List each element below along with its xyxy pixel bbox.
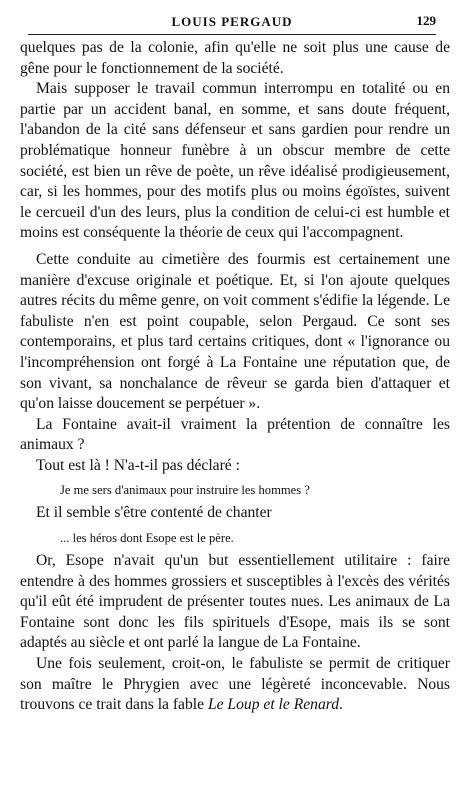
paragraph: Mais supposer le travail commun interrompu en totalité ou en partie par un accident banal, en somme, et sans doute fréquent, l'abandon de la cité sans défenseur et sans gardien pour rendre un problématique honneur funèbre à un obscur membre de cette société, est bien un rêve de poète, un rêve idéalisé prodigieusement, car, si les hommes, pour des motifs plus ou moins égoïstes, suivent le cercueil d'un des leurs, plus la condition de celui-ci est humble et moins est conséquente la théorie de ceux qui l'accompagnent. — [20, 80, 450, 242]
paragraph: quelques pas de la colonie, afin qu'elle ne soit plus une cause de gêne pour le fonctionnement de la société. — [20, 39, 450, 77]
verse-quote: Je me sers d'animaux pour instruire les hommes ? — [60, 483, 310, 498]
paragraph: La Fontaine avait-il vraiment la prétention de connaître les animaux ? — [20, 415, 450, 454]
paragraph: Et il semble s'être contenté de chanter — [36, 504, 272, 522]
page-number: 129 — [416, 13, 436, 28]
paragraph: Or, Esope n'avait qu'un but essentiellement utilitaire : faire entendre à des hommes grossiers et susceptibles à l'excès des vérités qu'il eût été imprudent de présenter toutes nues. Les animaux de La Fontaine sont donc les fils spirituels d'Esope, mais ils se sont adaptés au siècle et ont parlé la langue de La Fontaine. — [20, 552, 450, 652]
fable-title: Le Loup et le Renard — [207, 696, 340, 714]
running-title: LOUIS PERGAUD — [171, 14, 293, 29]
running-header — [28, 12, 436, 35]
paragraph: Tout est là ! N'a-t-il pas déclaré : — [36, 456, 240, 474]
paragraph — [20, 654, 450, 716]
page-body — [20, 38, 450, 716]
verse-quote: ... les héros dont Esope est le père. — [60, 531, 234, 546]
paragraph-text: Une fois seulement, croit-on, le fabuliste se permit de critiquer son maître le Phrygien avec une légèreté inconcevable. Nous trouvons ce trait dans la fable — [20, 655, 450, 714]
sentence-end: . — [339, 696, 343, 714]
paragraph: Cette conduite au cimetière des fourmis est certainement une manière d'excuse originale et poétique. Et, si l'on ajoute quelques autres récits du même genre, on voit comment s'édifie la légende. Le fabuliste n'en est point coupable, selon Pergaud. Ce sont ses contemporains, et plus tard certains critiques, dont « l'ignorance ou l'incompréhension ont forgé à La Fontaine une réputation que, de son vivant, sa nonchalance de rêveur se garda bien d'attaquer et qu'on laisse doucement se perpétuer ». — [20, 250, 450, 413]
